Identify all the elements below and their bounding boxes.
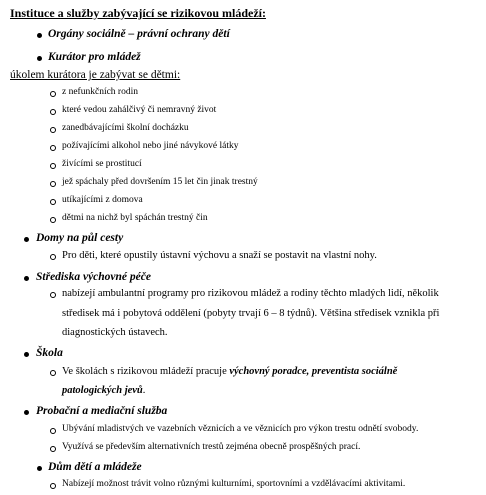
heading-dum: Dům dětí a mládeže [48,461,142,473]
list-item: z nefunkčních rodin [62,87,138,97]
list-bullet [50,127,56,133]
skola-emphasis: výchovný poradce, preventista sociálně [229,366,398,377]
domy-text: Pro děti, které opustily ústavní výchovu a snaží se postavit na vlastní nohy. [62,250,377,261]
probacni-item: Ubývání mladistvých ve vazebních věznicích a ve věznicích pro výkon trestu odnětí svobody. [62,424,419,434]
skola-line-1 [62,367,397,378]
list-bullet [50,483,56,489]
skola-period: . [142,385,146,396]
heading-domy: Domy na půl cesty [36,232,124,244]
item-organy: Orgány sociálně – právní ochrany dětí [48,28,230,40]
bullet [37,56,42,61]
list-item: utíkajícími z domova [62,195,143,205]
list-bullet [50,181,56,187]
strediska-line-1: nabízejí ambulantní programy pro rizikovou mládež a rodiny těchto mladých lidí, několik [62,288,439,299]
heading-probacni: Probační a mediační služba [36,405,168,417]
list-item: živícími se prostitucí [62,159,142,169]
list-item: které vedou zahálčivý či nemravný život [62,105,217,115]
bullet [24,276,29,281]
strediska-line-3: diagnostických ústavech. [62,327,168,338]
bullet [37,466,42,471]
heading-skola: Škola [36,347,63,359]
skola-line-2 [62,386,145,397]
strediska-line-2: středisek má i pobytová oddělení (pobyty trvají 6 – 8 týdnů). Většina středisek vznikla při [62,308,440,319]
bullet [37,33,42,38]
list-item: zanedbávajícími školní docházku [62,123,189,133]
bullet [24,237,29,242]
list-bullet [50,446,56,452]
list-bullet [50,370,56,376]
heading-strediska: Střediska výchovné péče [36,271,151,283]
list-bullet [50,292,56,298]
kurator-intro: úkolem kurátora je zabývat se dětmi: [10,69,181,81]
skola-emphasis-2: patologických jevů [62,385,143,396]
item-kurator: Kurátor pro mládež [48,51,141,63]
skola-text: Ve školách s rizikovou mládeží pracuje [62,366,227,377]
document-title: Instituce a služby zabývající se rizikovou mládeží: [10,6,266,20]
bullet [24,352,29,357]
list-item: dětmi na nichž byl spáchán trestný čin [62,213,208,223]
list-item: jež spáchaly před dovršením 15 let čin jinak trestný [62,177,258,187]
list-bullet [50,428,56,434]
list-bullet [50,199,56,205]
list-bullet [50,163,56,169]
dum-text: Nabízejí možnost trávit volno různými kulturními, sportovními a vzdělávacími aktivitami. [62,479,406,489]
list-bullet [50,109,56,115]
list-bullet [50,91,56,97]
bullet [24,410,29,415]
list-item: požívajícími alkohol nebo jiné návykové látky [62,141,239,151]
list-bullet [50,217,56,223]
probacni-item: Využívá se především alternativních trestů zejména obecně prospěšných prací. [62,442,361,452]
list-bullet [50,145,56,151]
list-bullet [50,254,56,260]
